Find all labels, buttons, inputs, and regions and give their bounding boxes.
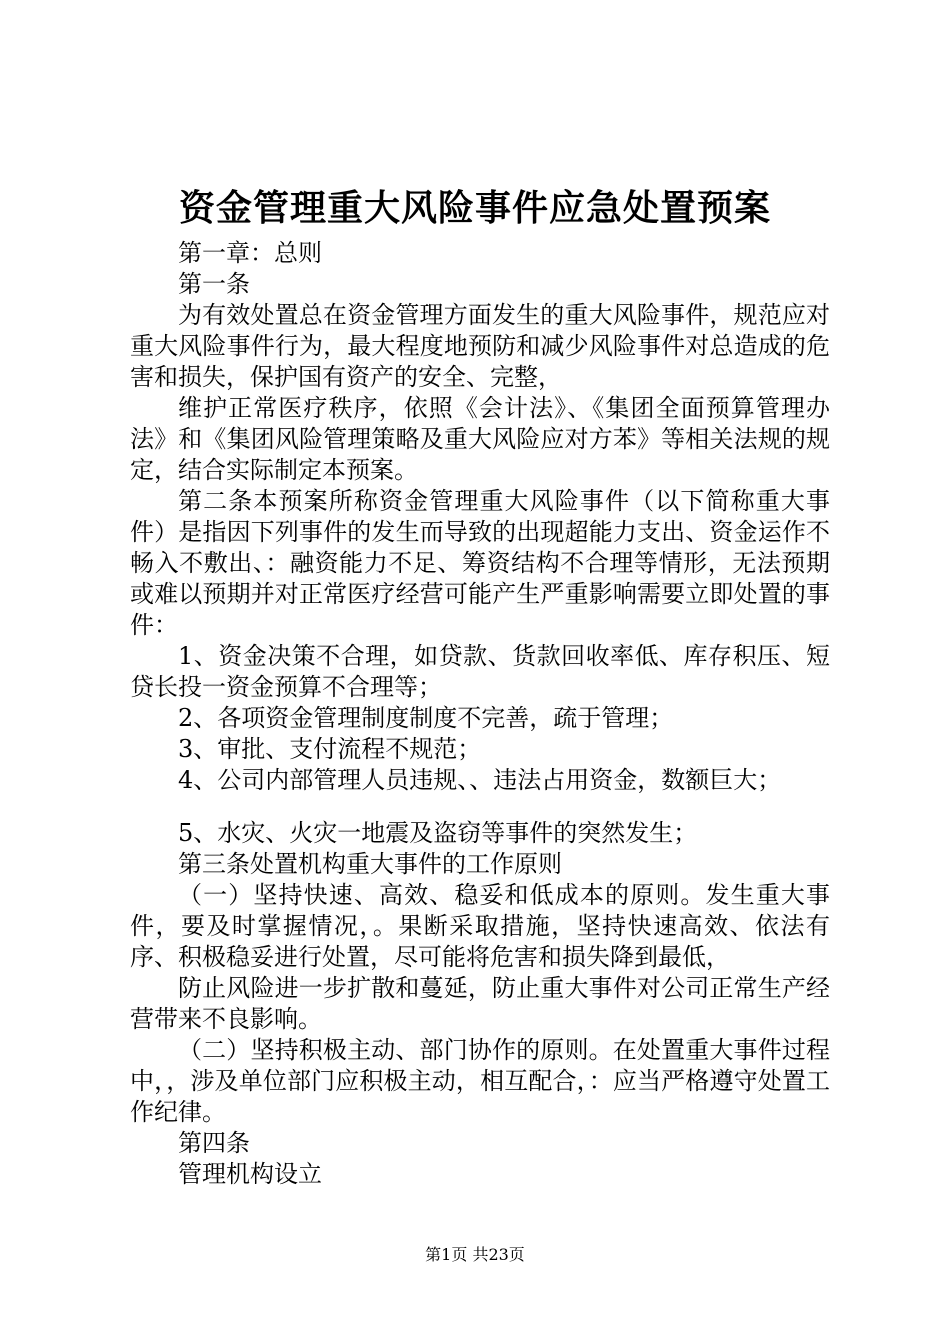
chapter-heading: 第一章：总则 [178, 239, 322, 267]
paragraph: （二）坚持积极主动、部门协作的原则。在处置重大事件过程中，，涉及单位部门应积极主动，相互配合，：应当严格遵守处置工作纪律。 [130, 1036, 830, 1126]
paragraph: 防止风险进一步扩散和蔓延，防止重大事件对公司正常生产经营带来不良影响。 [130, 974, 830, 1033]
article-heading: 第四条 [178, 1129, 250, 1157]
list-item: 1、资金决策不合理，如贷款、货款回收率低、库存积压、短贷长投一资金预算不合理等； [130, 642, 830, 701]
list-item: 4、公司内部管理人员违规、、违法占用资金，数额巨大； [178, 766, 782, 794]
document-body [130, 238, 830, 1190]
list-item: 3、审批、支付流程不规范； [178, 735, 482, 763]
document-title: 资金管理重大风险事件应急处置预案 [178, 187, 771, 229]
paragraph: （一）坚持快速、高效、稳妥和低成本的原则。发生重大事件，要及时掌握情况，。果断采取措施，坚持快速高效、依法有序、积极稳妥进行处置，尽可能将危害和损失降到最低， [130, 881, 830, 971]
paragraph: 维护正常医疗秩序，依照《会计法》、《集团全面预算管理办法》和《集团风险管理策略及重大风险应对方苯》等相关法规的规定，结合实际制定本预案。 [130, 394, 830, 484]
list-item: 5、水灾、火灾一地震及盗窃等事件的突然发生； [178, 819, 698, 847]
paragraph: 第二条本预案所称资金管理重大风险事件（以下简称重大事件）是指因下列事件的发生而导致的出现超能力支出、资金运作不畅入不敷出、：融资能力不足、筹资结构不合理等情形，无法预期或难以预期并对正常医疗经营可能产生严重影响需要立即处置的事件： [130, 487, 830, 639]
article-heading: 第三条处置机构重大事件的工作原则 [178, 850, 562, 878]
section-heading: 管理机构设立 [178, 1160, 322, 1188]
article-heading: 第一条 [178, 270, 250, 298]
spacer [130, 796, 830, 818]
list-item: 2、各项资金管理制度制度不完善，疏于管理； [178, 704, 674, 732]
paragraph: 为有效处置总在资金管理方面发生的重大风险事件，规范应对重大风险事件行为，最大程度地预防和减少风险事件对总造成的危害和损失，保护国有资产的安全、完整， [130, 301, 830, 391]
page-number-footer: 第1页 共23页 [425, 1245, 525, 1264]
